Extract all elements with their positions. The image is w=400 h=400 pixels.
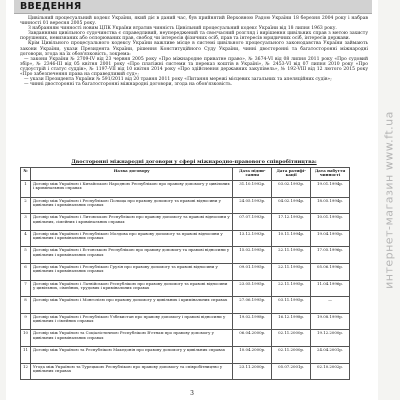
cell-number: 11 [21, 346, 31, 363]
cell-signed: 13.12.1993р. [233, 230, 272, 247]
cell-ratified: 22.11.1995р. [272, 263, 311, 280]
cell-ratified: 05.07.2001р. [272, 363, 311, 380]
cell-in-force: 24.04.2001р. [311, 346, 350, 363]
page-heading: ВВЕДЕННЯ [20, 1, 82, 12]
table-row [21, 280, 350, 297]
cell-signed: 15.02.1995р. [233, 247, 272, 264]
watermark-text: интернет-магазин www.ft.ua [382, 111, 396, 289]
cell-name: Договір між Україною та Республікою Македонія про правову допомогу у цивільних справах [30, 346, 232, 363]
cell-name: Договір між Україною і Китайською Народною Республікою про правову допомогу у цивільних і кримінальних справах [30, 181, 232, 198]
column-header-in-force: Дата набуття чинності [311, 168, 350, 181]
cell-ratified: 02.11.2000р. [272, 330, 311, 347]
table-row [21, 230, 350, 247]
cell-number: 7 [21, 280, 31, 297]
cell-number: 4 [21, 230, 31, 247]
cell-signed: 19.02.1998р. [233, 313, 272, 330]
watermark [378, 0, 400, 400]
column-header-name: Назва договору [30, 168, 232, 181]
cell-number: 10 [21, 330, 31, 347]
cell-signed: 31.10.1992р. [233, 181, 272, 198]
cell-name: Договір між Україною і Литовською Республікою про правову допомогу та правові відносини у цивільних, сімейних і кримінальних справах [30, 214, 232, 231]
cell-ratified: 16.12.1998р. [272, 313, 311, 330]
cell-name: Договір між Україною і Латвійською Республікою про правову допомогу та правові відносини у цивільних, сімейних, трудових і кримінальних справах [30, 280, 232, 297]
cell-in-force: 19.04.1995р. [311, 230, 350, 247]
table-row [21, 263, 350, 280]
intro-paragraph: Крім Цивільного процесуального кодексу України важливе місце в системі цивільного процесуального законодавства України займають закони України, укази Президента України, рішення Конституційного Суду України, чинні двосторонні та багатосторонні міжнародні договори, згода на їх обов'язковість, зокрема: [20, 41, 368, 57]
table-row [21, 214, 350, 231]
cell-number: 9 [21, 313, 31, 330]
cell-ratified: 02.11.2000р. [272, 346, 311, 363]
intro-paragraph: З набранням чинності новим ЦПК України втратив чинність Цивільний процесуальний кодекс України від 18 липня 1963 року. [28, 26, 337, 32]
cell-in-force: — [311, 297, 350, 314]
table-row [21, 297, 350, 314]
cell-number: 3 [21, 214, 31, 231]
cell-signed: 23.05.1995р. [233, 280, 272, 297]
cell-name: Договір між Україною і Республікою Грузія про правову допомогу та правові відносини у цивільних і кримінальних справах [30, 263, 232, 280]
cell-in-force: 19.12.2000р. [311, 330, 350, 347]
column-header-ratified: Дата ратифі-кації [272, 168, 311, 181]
cell-signed: 06.04.2000р. [233, 330, 272, 347]
intro-paragraph: Цивільний процесуальний кодекс України, який діє в даний час, був прийнятий Верховною Радою України 18 березня 2004 року і набрав чинності 01 вересня 2005 року. [20, 16, 368, 27]
cell-ratified: 04.02.1994р. [272, 197, 311, 214]
table-row [21, 197, 350, 214]
document-page [6, 0, 378, 400]
law-item: — чинні двосторонні та багатосторонні міжнародні договори, згода на обов'язковість. [24, 82, 233, 88]
cell-ratified: 17.12.1993р. [272, 214, 311, 231]
cell-name: Договір між Україною і Естонською Республікою про правову допомогу та правові відносини у цивільних і кримінальних справах [30, 247, 232, 264]
table-title: Двосторонні міжнародні договори у сфері міжнародно-правового співробітництва: [71, 159, 317, 165]
cell-name: Договір між Україною та Соціалістичною Республікою В'єтнам про правову допомогу у цивільних і кримінальних справах [30, 330, 232, 347]
intro-paragraph: Завданнями цивільного судочинства є справедливий, неупереджений та своєчасний розгляд і вирішення цивільних справ з метою захисту порушених, невизнаних або оспорюваних прав, свобод чи інтересів фізичних осіб, прав та інтересів юридичних осіб, інтересів держави. [20, 31, 368, 42]
law-item: — закони України № 2709-IV від 23 червня 2005 року «Про міжнародне приватне право», № 3674-VI від 08 липня 2011 року «Про судовий збір», № 2346-III від 05 квітня 2001 року «Про платіжні системи та переказ коштів в Україні», № 2453-VI від 07 липня 2010 року «Про судоустрій і статус суддів», № 1197-VII від 10 квітня 2014 року «Про здійснення державних закупівель», № 192-VIII від 12 лютого 2015 року «Про забезпечення права на справедливий суд»; [20, 56, 368, 78]
cell-signed: 09.01.1995р. [233, 263, 272, 280]
cell-number: 1 [21, 181, 31, 198]
table-row [21, 363, 350, 380]
table-row [21, 346, 350, 363]
cell-name: Договір між Україною і Республікою Узбекистан про правову допомогу і правові відносини у цивільних і сімейних справах [30, 313, 232, 330]
intro-text [20, 16, 368, 87]
page-number: 3 [190, 390, 194, 397]
cell-signed: 10.04.2000р. [233, 346, 272, 363]
cell-name: Договір між Україною і Республікою Молдова про правову допомогу та правові відносини у цивільних і кримінальних справах [30, 230, 232, 247]
cell-name: Угода між Україною та Турецькою Республікою про правову допомогу та співробітництво у цивільних справах [30, 363, 232, 380]
cell-ratified: 03.02.1993р. [272, 181, 311, 198]
cell-ratified: 22.11.1995р. [272, 280, 311, 297]
cell-number: 12 [21, 363, 31, 380]
cell-number: 5 [21, 247, 31, 264]
cell-in-force: 17.05.1996р. [311, 247, 350, 264]
cell-in-force: 18.05.1994р. [311, 197, 350, 214]
cell-signed: 27.06.1995р. [233, 297, 272, 314]
cell-in-force: 05.06.1996р. [311, 263, 350, 280]
cell-number: 2 [21, 197, 31, 214]
cell-ratified: 03.11.1995р. [272, 297, 311, 314]
table-row [21, 313, 350, 330]
cell-in-force: 19.08.1999р. [311, 313, 350, 330]
cell-in-force: 11.04.1996р. [311, 280, 350, 297]
cell-name: Договір між Україною і Республікою Польща про правову допомогу та правові відносини у цивільних і кримінальних справах [30, 197, 232, 214]
cell-signed: 23.11.2000р. [233, 363, 272, 380]
column-header-signed: Дата підпи-сання [233, 168, 272, 181]
table-row [21, 181, 350, 198]
table-row [21, 247, 350, 264]
cell-number: 6 [21, 263, 31, 280]
cell-signed: 07.07.1993р. [233, 214, 272, 231]
table-header-row [21, 168, 350, 181]
cell-signed: 24.05.1993р. [233, 197, 272, 214]
cell-ratified: 10.11.1994р. [272, 230, 311, 247]
cell-number: 8 [21, 297, 31, 314]
cell-in-force: 10.01.1995р. [311, 214, 350, 231]
cell-in-force: 02.10.2002р. [311, 363, 350, 380]
law-list [20, 57, 368, 88]
law-item: — укази Президента України № 591/2011 від 20 травня 2011 року «Питання мережі місцевих загальних та апеляційних судів»; [24, 77, 332, 83]
table-row [21, 330, 350, 347]
column-header-number: № [21, 168, 31, 181]
cell-ratified: 22.11.1995р. [272, 247, 311, 264]
cell-name: Договір між Україною і Монголією про правову допомогу у цивільних і кримінальних справах [30, 297, 232, 314]
treaties-table [20, 167, 350, 380]
cell-in-force: 19.01.1994р. [311, 181, 350, 198]
